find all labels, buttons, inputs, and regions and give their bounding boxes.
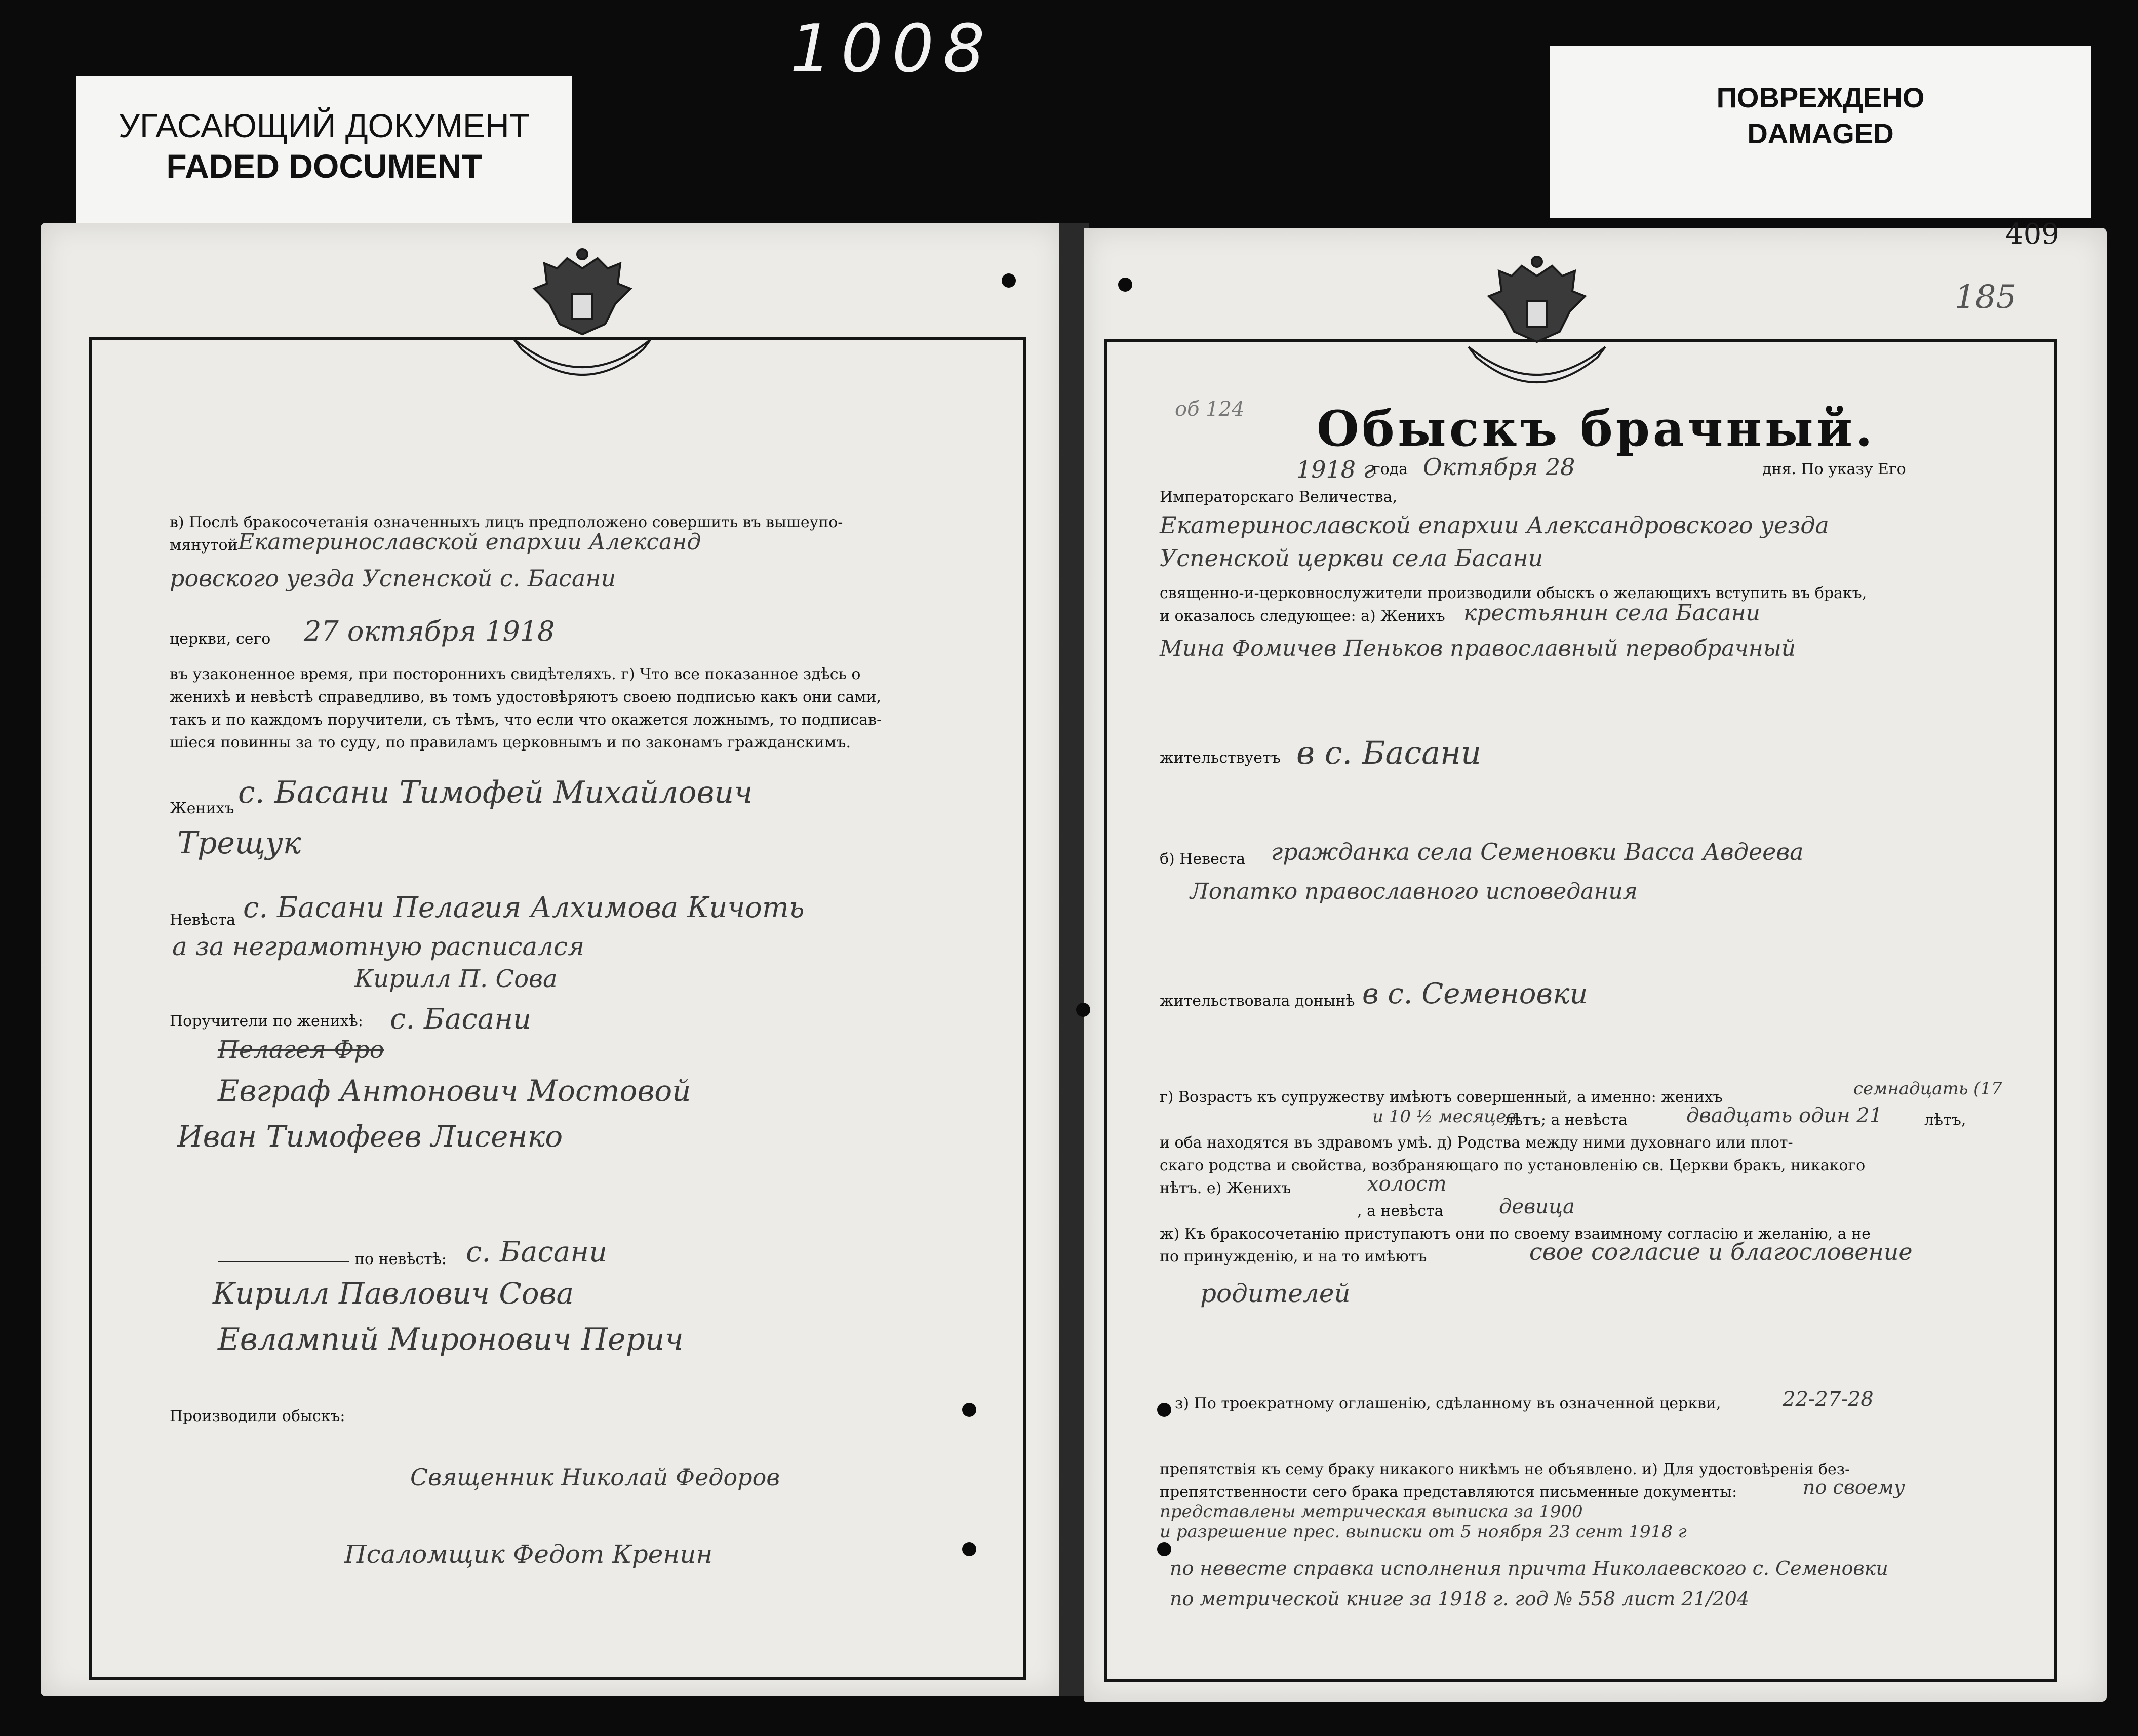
hand-bride-signature-1: с. Басани Пелагия Алхимова Кичоть: [243, 891, 805, 924]
section-v-line-2: мянутой: [170, 536, 238, 554]
hand-date: 27 октября 1918: [304, 615, 555, 647]
hand-documents-5: по метрической книге за 1918 г. год № 558 лист 21/204: [1170, 1588, 1750, 1610]
groom-label: Женихъ: [170, 800, 234, 817]
hand-residence: в с. Басани: [1296, 734, 1481, 771]
sureties-groom-label: Поручители по женихѣ:: [170, 1012, 363, 1030]
faded-label-ru: УГАСАЮЩИЙ ДОКУМЕНТ: [118, 107, 530, 144]
binding-hole: [1002, 273, 1016, 288]
hand-church-1: Екатеринославской епархии Александ: [238, 529, 701, 555]
archive-number: 1008: [790, 10, 994, 87]
hand-bride-status: девица: [1499, 1195, 1575, 1218]
hand-sureties-groom-1: Евграф Антонович Мостовой: [218, 1074, 691, 1108]
hand-age-groom-months: и 10 ½ месяцев: [1372, 1107, 1517, 1127]
section-v-line: в) Послѣ бракосочетанія означенныхъ лицъ предположено совершить въ вышеупо-: [170, 514, 843, 531]
hand-age-bride: двадцать один 21: [1686, 1104, 1883, 1127]
double-eagle-crest-icon: [1453, 256, 1620, 387]
bride-label: б) Невеста: [1160, 850, 1246, 868]
hand-bride-2: Лопатко православного исповедания: [1190, 879, 1638, 904]
hand-eparchy-2: Успенской церкви села Басани: [1160, 544, 1543, 572]
majesty-line: Императорскаго Величества,: [1160, 488, 1398, 506]
consent-line-1: ж) Къ бракосочетанію приступаютъ они по своему взаимному согласію и желанію, а не: [1160, 1225, 1871, 1243]
hand-consent-2: родителей: [1200, 1279, 1351, 1308]
day-label: дня. По указу Его: [1762, 460, 1906, 478]
binding-hole: [1118, 278, 1132, 292]
church-label: церкви, сего: [170, 630, 271, 648]
bride-label: Невѣста: [170, 911, 236, 929]
hand-month-day: Октября 28: [1423, 453, 1575, 481]
bride-status-label: , а невѣста: [1357, 1202, 1444, 1220]
consent-line-2: по принужденію, и на то имѣютъ: [1160, 1248, 1427, 1266]
binding-hole: [962, 1403, 976, 1417]
hand-sureties-bride-2: Евлампий Миронович Перич: [218, 1322, 684, 1357]
hand-sureties-groom-village: с. Басани: [390, 1003, 532, 1036]
hand-documents-3: и разрешение прес. выписки от 5 ноября 23 сент 1918 г: [1160, 1522, 1687, 1542]
hand-consent-1: свое согласие и благословение: [1529, 1238, 1913, 1266]
hand-documents-4: по невесте справка исполнения причта Николаевского с. Семеновки: [1170, 1557, 1888, 1580]
damaged-label-ru: ПОВРЕЖДЕНО: [1716, 82, 1925, 113]
damaged-document-label: [1550, 46, 2091, 218]
hand-groom-signature-2: Трещук: [177, 825, 301, 861]
hand-bride-1: гражданка села Семеновки Васса Авдеева: [1271, 838, 1804, 865]
hand-documents-1: по своему: [1803, 1476, 1905, 1498]
hand-bride-signature-2: а за неграмотную расписался: [172, 932, 585, 961]
legal-line-2: женихѣ и невѣстѣ справедливо, въ томъ удостовѣряютъ своею подписью какъ они сами,: [170, 688, 882, 706]
documents-line: препятственности сего брака представляются письменные документы:: [1160, 1483, 1737, 1501]
residence-label: жительствуетъ: [1160, 749, 1281, 767]
clergy-line: священно-и-церковнослужители производили обыскъ о желающихъ вступить въ бракъ,: [1160, 584, 1867, 602]
binding-hole: [962, 1542, 976, 1556]
hand-bride-signature-3: Кирилл П. Сова: [354, 965, 558, 993]
legal-line-4: шіеся повинны за то суду, по правиламъ церковнымъ и по законамъ гражданскимъ.: [170, 734, 851, 752]
page-number: 409: [2005, 218, 2060, 251]
hand-sureties-groom-2: Иван Тимофеев Лисенко: [177, 1119, 563, 1154]
performed-label: Производили обыскъ:: [170, 1407, 345, 1425]
archive-note: об 124: [1175, 398, 1245, 421]
hand-bride-residence: в с. Семеновки: [1362, 977, 1588, 1010]
health-line: и оба находятся въ здравомъ умѣ. д) Родства между ними духовнаго или плот-: [1160, 1134, 1793, 1152]
impediment-line: препятствія къ сему браку никакого никѣмъ не объявлено. и) Для удостовѣренія без-: [1160, 1461, 1850, 1478]
legal-line-3: такъ и по каждомъ поручители, съ тѣмъ, что если что окажется ложнымъ, то подписав-: [170, 711, 882, 729]
hand-groom-2: Мина Фомичев Пеньков православный первобрачный: [1160, 636, 1796, 661]
faded-label-en: FADED DOCUMENT: [166, 147, 482, 185]
hand-documents-2: представлены метрическая выписка за 1900: [1160, 1502, 1583, 1522]
hand-banns-dates: 22-27-28: [1783, 1388, 1874, 1411]
bride-residence-label: жительствовала донынѣ: [1160, 992, 1355, 1010]
binding-hole: [1076, 1003, 1090, 1017]
sureties-bride-label: по невѣстѣ:: [354, 1250, 447, 1268]
hand-groom-signature-1: с. Басани Тимофей Михайлович: [238, 775, 753, 810]
hand-sureties-groom-struck: Пелагея Фро: [218, 1036, 384, 1064]
found-label: и оказалось следующее: а) Женихъ: [1160, 607, 1445, 625]
hand-eparchy-1: Екатеринославской епархии Александровского уезда: [1160, 511, 1829, 539]
double-eagle-crest-icon: [499, 248, 666, 380]
kin-line-2: нѣтъ. е) Женихъ: [1160, 1179, 1291, 1197]
year-label: года: [1372, 460, 1408, 478]
divider-line: [218, 1261, 349, 1262]
hand-sureties-bride-1: Кирилл Павлович Сова: [213, 1276, 574, 1311]
hand-groom-1: крестьянин села Басани: [1463, 600, 1760, 626]
hand-age-groom: семнадцать (17: [1853, 1079, 2002, 1099]
hand-year: 1918 г: [1296, 456, 1375, 483]
age-years: лѣтъ,: [1924, 1111, 1966, 1129]
binding-hole: [1157, 1403, 1171, 1417]
banns-line: з) По троекратному оглашенію, сдѣланному въ означенной церкви,: [1175, 1395, 1721, 1412]
hand-performed-1: Священник Николай Федоров: [410, 1464, 780, 1491]
hand-church-2: ровского уезда Успенской с. Басани: [170, 565, 616, 592]
hand-performed-2: Псаломщик Федот Кренин: [344, 1540, 713, 1569]
kin-line-1: скаго родства и свойства, возбраняющаго по установленію св. Церкви бракъ, никакого: [1160, 1157, 1866, 1174]
document-title: Обыскъ брачный.: [1317, 400, 1876, 457]
binding-hole: [1157, 1542, 1171, 1556]
hand-sureties-bride-village: с. Басани: [466, 1236, 608, 1269]
legal-line-1: въ узаконенное время, при постороннихъ свидѣтеляхъ. г) Что все показанное здѣсь о: [170, 665, 861, 683]
folio-mark: 185: [1955, 279, 2017, 316]
age-line-2: лѣтъ; а невѣста: [1504, 1111, 1628, 1129]
faded-document-label: [76, 76, 572, 223]
damaged-label-en: DAMAGED: [1747, 117, 1894, 149]
hand-groom-status: холост: [1367, 1172, 1447, 1196]
age-line-1: г) Возрастъ къ супружеству имѣютъ совершенный, а именно: женихъ: [1160, 1088, 1723, 1106]
